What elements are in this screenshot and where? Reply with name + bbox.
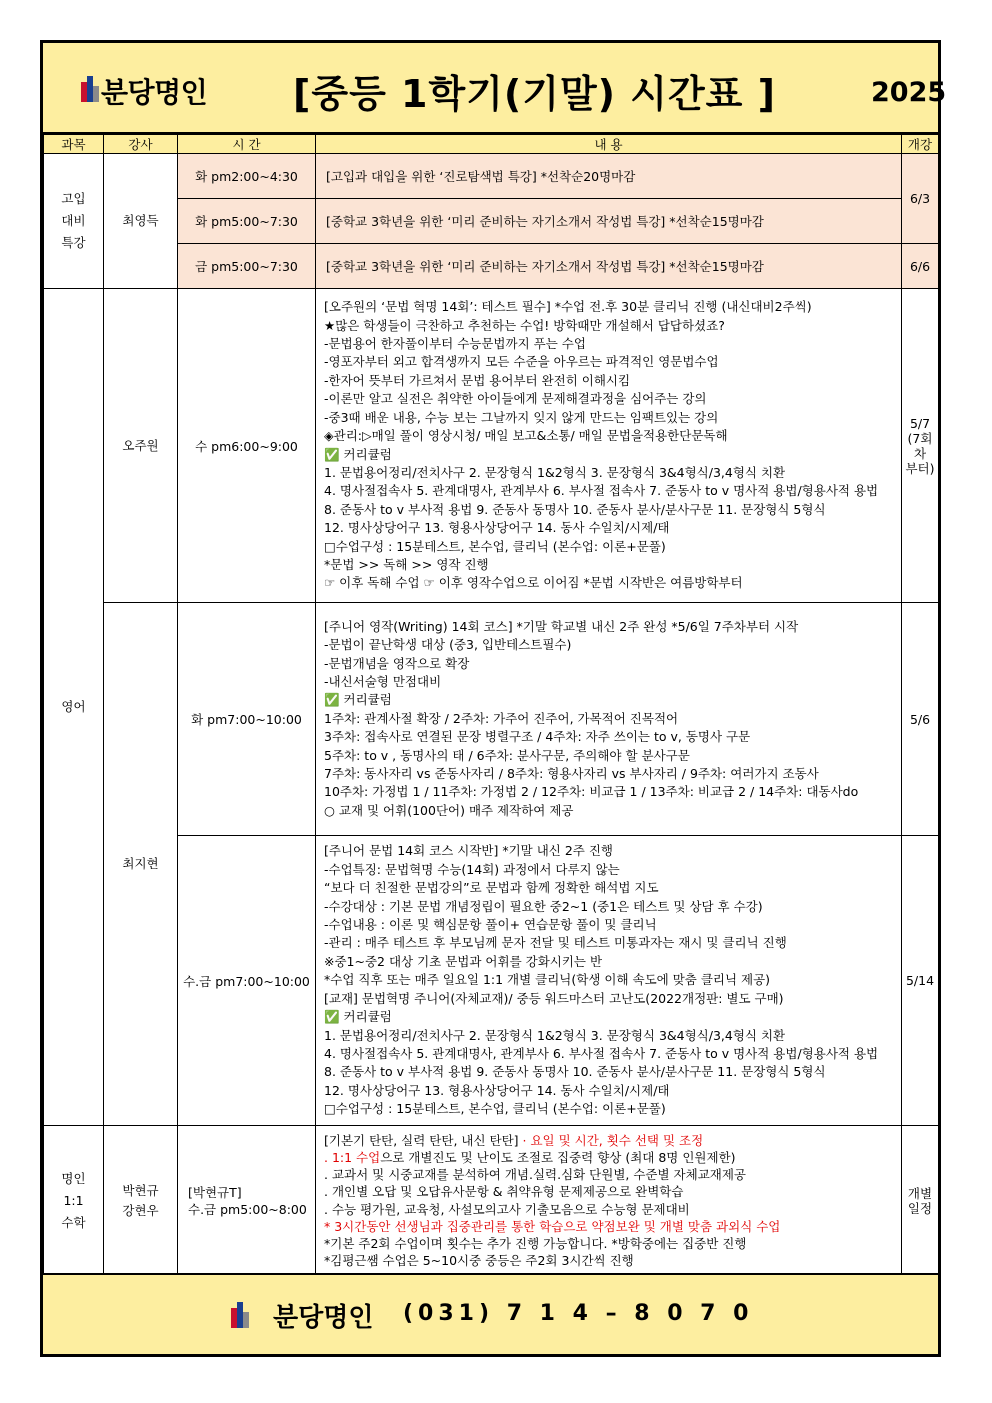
- start-date: 5/14: [902, 836, 939, 1126]
- time-cell: 화 pm2:00~4:30: [178, 154, 316, 199]
- table-row: [44, 289, 939, 603]
- table-header-row: [44, 135, 939, 154]
- teacher-math: 박현규 강현우: [104, 1126, 178, 1276]
- time-cell: 금 pm5:00~7:30: [178, 244, 316, 289]
- start-date: 5/6: [902, 603, 939, 836]
- col-time: 시 간: [178, 135, 316, 154]
- teacher-choi-jh: 최지현: [104, 603, 178, 1126]
- footer: [43, 1273, 938, 1354]
- time-cell: 화 pm5:00~7:30: [178, 199, 316, 244]
- footer-brand: 분당명인: [273, 1303, 374, 1333]
- table-row: [44, 244, 939, 289]
- table-row: [44, 1126, 939, 1276]
- subject-english: 영어: [44, 289, 104, 1126]
- content-cell: [주니어 문법 14회 코스 시작반] *기말 내신 2주 진행 -수업특징: 문법혁명 수능(14회) 과정에서 다루지 않는 “보다 더 친절한 문법강의”로 문법과 함께 정확한 해석법 지도 -수강대상 : 기본 문법 개념정립이 필요한 중2~1 (중1은 테스트 및 상담 후 수강) -수업내용 : 이론 및 핵심문항 풀이+ 연습문항 풀이 및 클리닉 -관리 : 매주 테스트 후 부모님께 문자 전달 및 테스트 미통과자는 재시 및 클리닉 진행 ※중1~중2 대상 기초 문법과 어휘를 강화시키는 반 *수업 직후 또는 매주 일요일 1:1 개별 클리닉(학생 이해 속도에 맞춤 클리닉 제공) [교재] 문법혁명 주니어(자체교재)/ 중등 워드마스터 고난도(2022개정판: 별도 구매) ✅ 커리큘럼 1. 문법용어정리/전치사구 2. 문장형식 1&2형식 3. 문장형식 3&4형식/3,4형식 치환 4. 명사절접속사 5. 관계대명사, 관계부사 6. 부사절 접속사 7. 준동사 to v 명사적 용법/형용사적 용법 8. 준동사 to v 부사적 용법 9. 준동사 동명사 10. 준동사 분사/분사구문 11. 문장형식 5형식 12. 명사상당어구 13. 형용사상당어구 14. 동사 수일치/시제/태 □수업구성 : 15분테스트, 본수업, 클리닉 (본수업: 이론+문풀): [316, 836, 902, 1126]
- start-date: 6/3: [902, 154, 939, 244]
- content-cell: [중학교 3학년을 위한 ‘미리 준비하는 자기소개서 작성법 특강] *선착순15명마감: [316, 199, 902, 244]
- col-start: 개강: [902, 135, 939, 154]
- teacher-oh: 오주원: [104, 289, 178, 603]
- content-cell: [주니어 영작(Writing) 14회 코스] *기말 학교별 내신 2주 완성 *5/6일 7주차부터 시작 -문법이 끝난학생 대상 (중3, 입반테스트필수) -문법개념을 영작으로 확장 -내신서술형 만점대비 ✅ 커리큘럼 1주차: 관계사절 확장 / 2주차: 가주어 진주어, 가목적어 진목적어 3주차: 접속사로 연결된 문장 병렬구조 / 4주차: 자주 쓰이는 to v, 동명사 구문 5주차: to v , 동명사의 태 / 6주차: 분사구문, 주의해야 할 분사구문 7주차: 동사자리 vs 준동사자리 / 8주차: 형용사자리 vs 부사자리 / 9주차: 여러가지 조동사 10주차: 가정법 1 / 11주차: 가정법 2 / 12주차: 비교급 1 / 13주차: 비교급 2 / 14주차: 대동사do ○ 교재 및 어휘(100단어) 매주 제작하여 제공: [316, 603, 902, 836]
- content-cell: [고입과 대입을 위한 ‘진로탐색법 특강] *선착순20명마감: [316, 154, 902, 199]
- start-date: 개별 일정: [902, 1126, 939, 1276]
- table-row: [44, 836, 939, 1126]
- start-date: 5/7 (7회차 부터): [902, 289, 939, 603]
- page-title: [중등 1학기(기말) 시간표 ]: [293, 72, 776, 116]
- col-content: 내 용: [316, 135, 902, 154]
- teacher-choi-yd: 최영득: [104, 154, 178, 289]
- table-row: [44, 603, 939, 836]
- content-cell: [중학교 3학년을 위한 ‘미리 준비하는 자기소개서 작성법 특강] *선착순15명마감: [316, 244, 902, 289]
- table-row: [44, 154, 939, 199]
- start-date: 6/6: [902, 244, 939, 289]
- col-teacher: 강사: [104, 135, 178, 154]
- brand-name: 분당명인: [101, 76, 208, 109]
- time-cell: 수 pm6:00~9:00: [178, 289, 316, 603]
- content-cell: [오주원의 ‘문법 혁명 14회’: 테스트 필수] *수업 전.후 30분 클리닉 진행 (내신대비2주씩) ★많은 학생들이 극찬하고 추천하는 수업! 방학때만 개설해서 답답하셨죠? -문법용어 한자풀이부터 수능문법까지 푸는 수업 -영포자부터 외고 합격생까지 모든 수준을 아우르는 파격적인 영문법수업 -한자어 뜻부터 가르쳐서 문법 용어부터 완전히 이해시킴 -이론만 알고 실전은 취약한 아이들에게 문제해결과정을 심어주는 강의 -중3때 배운 내용, 수능 보는 그날까지 잊지 않게 만드는 임팩트있는 강의 ◈관리:▷매일 풀이 영상시청/ 매일 보고&소통/ 매일 문법을적용한단문독해 ✅ 커리큘럼 1. 문법용어정리/전치사구 2. 문장형식 1&2형식 3. 문장형식 3&4형식/3,4형식 치환 4. 명사절접속사 5. 관계대명사, 관계부사 6. 부사절 접속사 7. 준동사 to v 명사적 용법/형용사적 용법 8. 준동사 to v 부사적 용법 9. 준동사 동명사 10. 준동사 분사/분사구문 11. 문장형식 5형식 12. 명사상당어구 13. 형용사상당어구 14. 동사 수일치/시제/태 □수업구성 : 15분테스트, 본수업, 클리닉 (본수업: 이론+문풀) *문법 >> 독해 >> 영작 진행 ☞ 이후 독해 수업 ☞ 이후 영작수업으로 이어짐 *문법 시작반은 여름방학부터: [316, 289, 902, 603]
- header: [43, 43, 947, 134]
- time-cell: 수.금 pm7:00~10:00: [178, 836, 316, 1126]
- timetable-frame: [40, 40, 947, 1357]
- table-row: [44, 199, 939, 244]
- academy-logo-icon: [81, 76, 99, 102]
- col-subject: 과목: [44, 135, 104, 154]
- year: 2025: [871, 77, 947, 108]
- subject-highschool: 고입 대비 특강: [44, 154, 104, 289]
- content-cell: [기본기 탄탄, 실력 탄탄, 내신 탄탄] · 요일 및 시간, 횟수 선택 및 조정 . 1:1 수업으로 개별진도 및 난이도 조절로 집중력 향상 (최대 8명 인원제한) . 교과서 및 시중교재를 분석하여 개념.실력.심화 단원별, 수준별 자체교재제공 . 개인별 오답 및 오답유사문항 & 취약유형 문제제공으로 완벽학습 . 수능 평가원, 교육청, 사설모의고사 기출모음으로 수능형 문제대비 * 3시간동안 선생님과 집중관리를 통한 학습으로 약점보완 및 개별 맞춤 과외식 수업 *기본 주2회 수업이며 횟수는 추가 진행 가능합니다. *방학중에는 집중반 진행 *김평근쌤 수업은 5~10시중 중등은 주2회 3시간씩 진행: [316, 1126, 902, 1276]
- subject-math: 명인 1:1 수학: [44, 1126, 104, 1276]
- schedule-table: [43, 134, 939, 1276]
- time-cell: [박현규T] 수.금 pm5:00~8:00: [178, 1126, 316, 1276]
- academy-logo-icon: [231, 1302, 249, 1328]
- phone-number: (031) 7 1 4 – 8 0 7 0: [403, 1301, 754, 1326]
- time-cell: 화 pm7:00~10:00: [178, 603, 316, 836]
